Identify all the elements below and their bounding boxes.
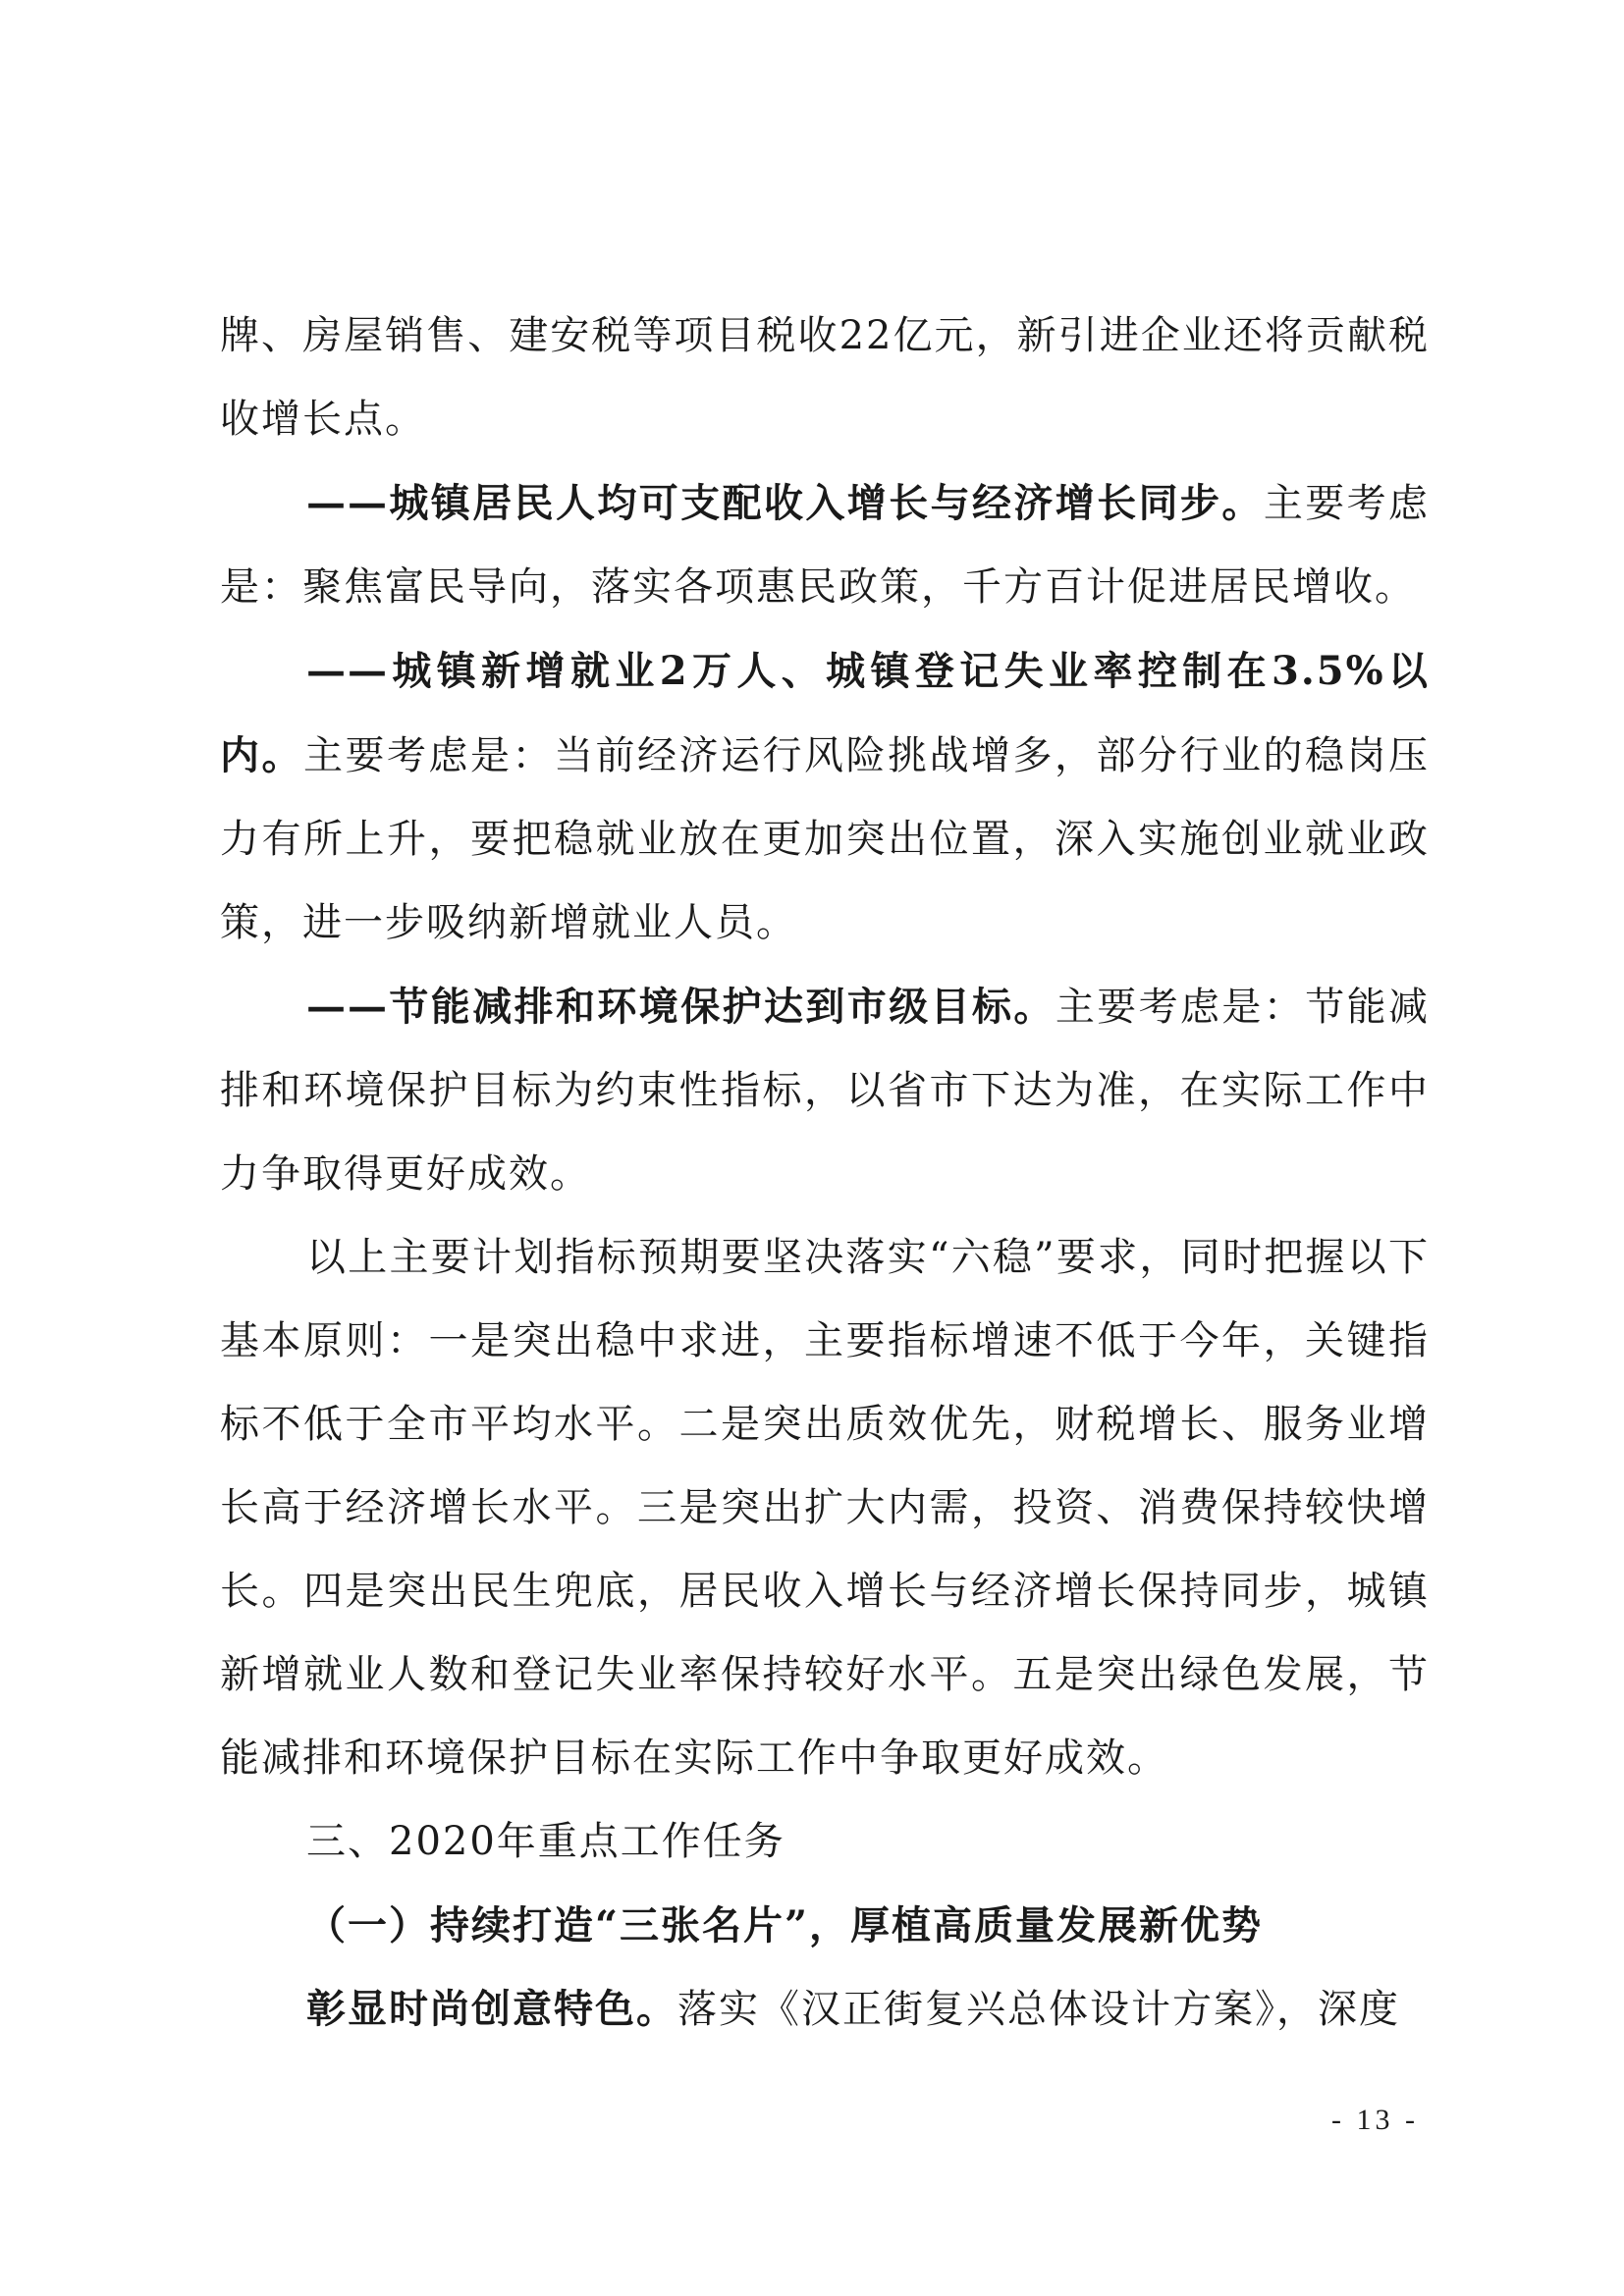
paragraph-text: 落实《汉正街复兴总体设计方案》，深度 [677,1987,1400,2032]
paragraph-fashion-creative [220,1967,1430,2052]
subsection-heading: （一）持续打造“三张名片”，厚植高质量发展新优势 [306,1902,1264,1949]
page-number: - 13 - [1331,2104,1419,2136]
paragraph-text: 牌、房屋销售、建安税等项目税收22亿元，新引进企业还将贡献税收增长点。 [220,313,1430,442]
paragraph-lead: ——城镇居民人均可支配收入增长与经济增长同步。 [306,480,1264,526]
paragraph-lead: ——节能减排和环境保护达到市级目标。 [306,984,1056,1030]
paragraph-lead: ——城镇新增就业2万人、城镇登记失业率控制在3.5%以内。 [220,648,1430,778]
paragraph-environment-target [220,965,1430,1216]
paragraph-tax-continuation [220,294,1430,461]
document-body [220,294,1430,2052]
paragraph-text: 以上主要计划指标预期要坚决落实“六稳”要求，同时把握以下基本原则：一是突出稳中求进，主要指标增速不低于今年，关键指标不低于全市平均水平。二是突出质效优先，财税增长、服务业增长高于经济增长水平。三是突出扩大内需，投资、消费保持较快增长。四是突出民生兜底，居民收入增长与经济增长保持同步，城镇新增就业人数和登记失业率保持较好水平。五是突出绿色发展，节能减排和环境保护目标在实际工作中争取更好成效。 [220,1235,1430,1781]
paragraph-text: 主要考虑是：当前经济运行风险挑战增多，部分行业的稳岗压力有所上升，要把稳就业放在更加突出位置，深入实施创业就业政策，进一步吸纳新增就业人员。 [220,733,1430,945]
paragraph-text: 主要考虑是：节能减排和环境保护目标为约束性指标，以省市下达为准，在实际工作中力争取得更好成效。 [220,985,1431,1197]
paragraph-lead: 彰显时尚创意特色。 [306,1986,677,2032]
paragraph-principles [220,1216,1430,1800]
section-heading: 三、2020年重点工作任务 [306,1819,785,1864]
paragraph-income-target [220,461,1430,629]
paragraph-text: 主要考虑是：聚焦富民导向，落实各项惠民政策，千方百计促进居民增收。 [220,481,1431,610]
paragraph-employment-target [220,629,1430,965]
